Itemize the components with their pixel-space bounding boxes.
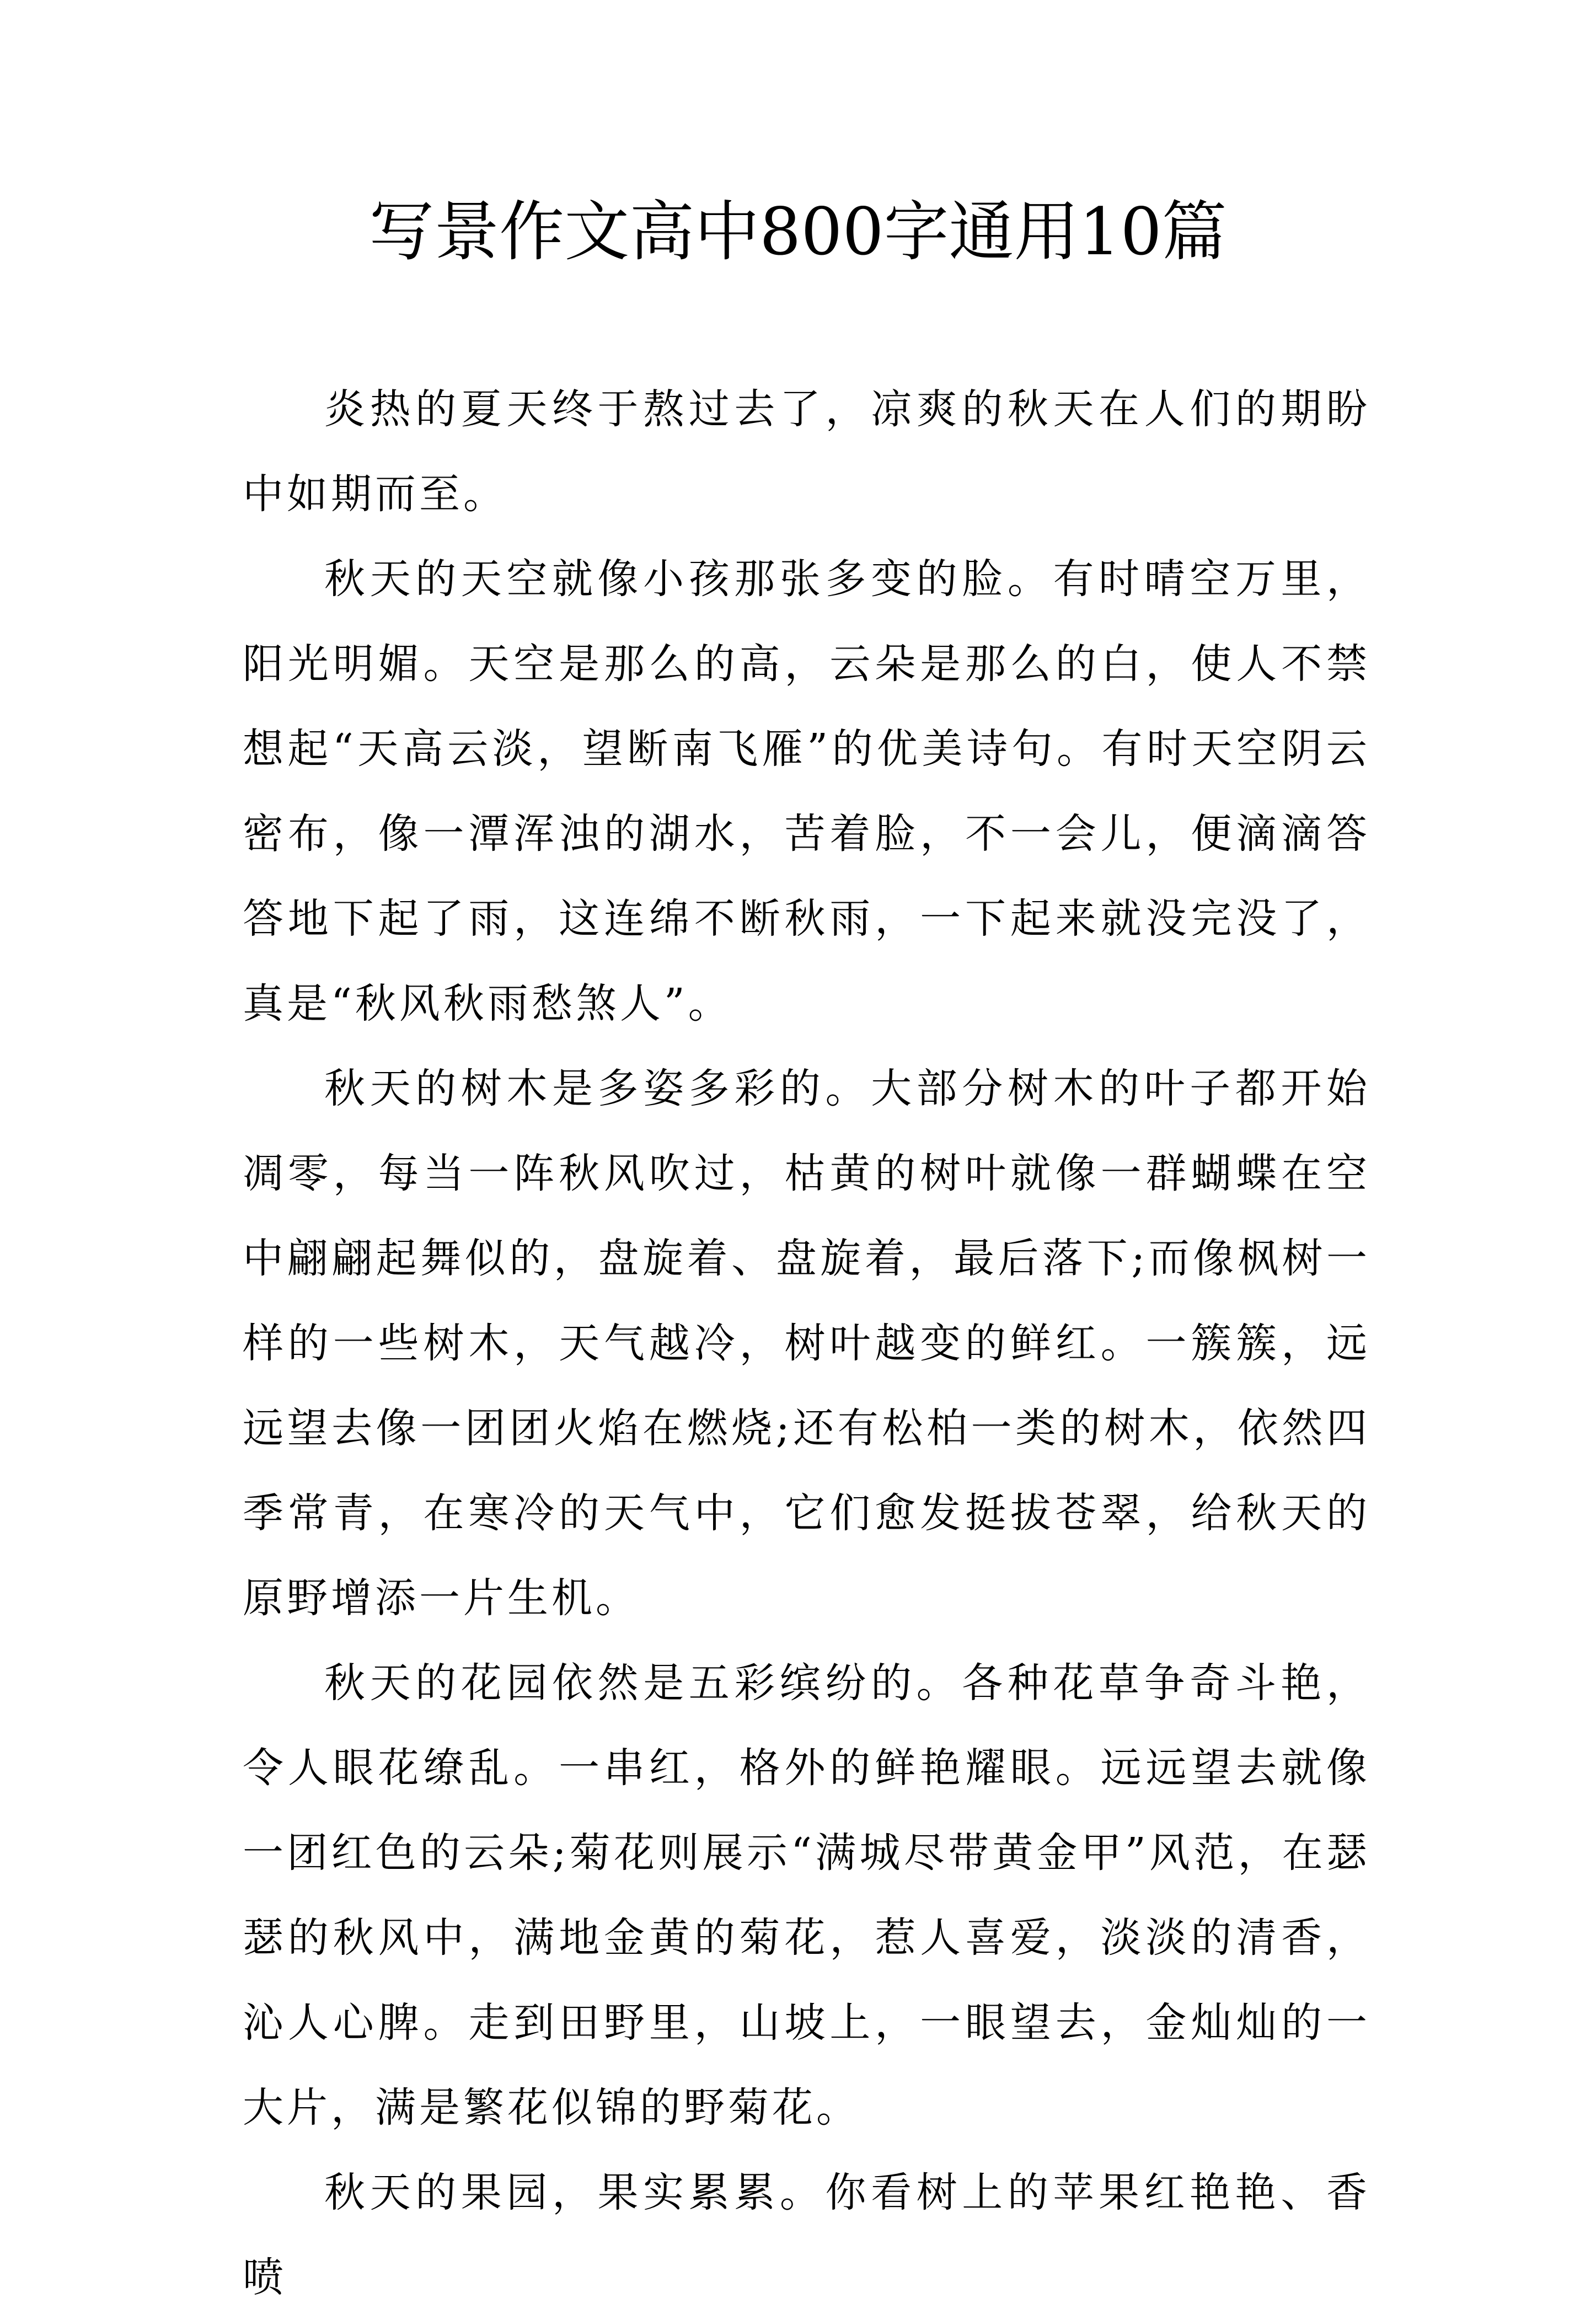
paragraph: 炎热的夏天终于熬过去了，凉爽的秋天在人们的期盼中如期而至。 (243, 385, 1370, 518)
paragraph: 秋天的果园，果实累累。你看树上的苹果红艳艳、香喷 (243, 2169, 1370, 2301)
paragraph: 秋天的树木是多姿多彩的。大部分树木的叶子都开始凋零，每当一阵秋风吹过，枯黄的树叶就像一群蝴蝶在空中翩翩起舞似的，盘旋着、盘旋着，最后落下;而像枫树一样的一些树木，天气越冷，树叶越变的鲜红。一簇簇，远远望去像一团团火焰在燃烧;还有松柏一类的树木，依然四季常青，在寒冷的天气中，它们愈发挺拔苍翠，给秋天的原野增添一片生机。 (243, 1065, 1370, 1622)
document-title: 写景作文高中800字通用10篇 (369, 194, 1227, 270)
document-body (243, 367, 1370, 2320)
paragraph: 秋天的花园依然是五彩缤纷的。各种花草争奇斗艳，令人眼花缭乱。一串红，格外的鲜艳耀眼。远远望去就像一团红色的云朵;菊花则展示“满城尽带黄金甲”风范，在瑟瑟的秋风中，满地金黄的菊花，惹人喜爱，淡淡的清香，沁人心脾。走到田野里，山坡上，一眼望去，金灿灿的一大片，满是繁花似锦的野菊花。 (243, 1659, 1370, 2131)
paragraph: 秋天的天空就像小孩那张多变的脸。有时晴空万里，阳光明媚。天空是那么的高，云朵是那么的白，使人不禁想起“天高云淡，望断南飞雁”的优美诗句。有时天空阴云密布，像一潭浑浊的湖水，苦着脸，不一会儿，便滴滴答答地下起了雨，这连绵不断秋雨，一下起来就没完没了，真是“秋风秋雨愁煞人”。 (243, 555, 1370, 1027)
